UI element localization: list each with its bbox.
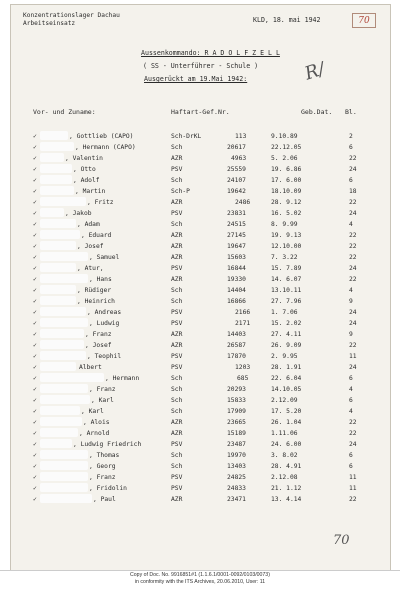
check-mark-icon: ✓ [33,474,37,481]
archive-stamp-number: 70 [352,13,376,28]
list-item: ✓ , Alois AZR 23665 26. 1.04 22 [33,419,357,426]
title-line-3: Ausgerückt am 19.Mai 1942: [144,75,248,83]
check-mark-icon: ✓ [33,397,37,404]
redaction [40,186,74,195]
check-mark-icon: ✓ [33,254,37,261]
document-date: KLD, 18. mai 1942 [253,16,321,24]
redaction [40,428,78,437]
redaction [40,241,76,250]
check-mark-icon: ✓ [33,221,37,228]
redaction [40,472,88,481]
list-item: ✓ , Georg Sch 13403 28. 4.91 6 [33,463,353,470]
list-item: ✓ , Valentin AZR 4963 5. 2.06 22 [33,155,357,162]
redaction [40,142,74,151]
redaction [40,175,72,184]
check-mark-icon: ✓ [33,133,37,140]
list-item: ✓ , Rüdiger Sch 14404 13.10.11 4 [33,287,353,294]
title-line-1: Aussenkommando: R A D O L F Z E L L [141,49,280,57]
list-item: ✓ , Paul AZR 23471 13. 4.14 22 [33,496,357,503]
check-mark-icon: ✓ [33,419,37,426]
list-item: ✓ , Jakob PSV 23831 16. 5.02 24 [33,210,357,217]
handwritten-number: 70 [333,533,350,548]
list-item: ✓ , Arnold AZR 15189 1.11.06 22 [33,430,357,437]
list-item: ✓ , Franz Sch 20293 14.10.05 4 [33,386,353,393]
list-item: ✓ , Josef AZR 19647 12.10.00 22 [33,243,357,250]
redaction [40,219,76,228]
check-mark-icon: ✓ [33,353,37,360]
check-mark-icon: ✓ [33,386,37,393]
list-item: ✓ , Andreas PSV 2166 1. 7.06 24 [33,309,357,316]
list-item: ✓ , Martin Sch-P 19642 18.10.09 18 [33,188,357,195]
archive-footer [0,572,400,586]
list-item: ✓ , Hermann (CAPO) Sch 20617 22.12.05 6 [33,144,353,151]
footer-line-1: Copy of Doc. No. 9916851#1 (1.1.6.1/0001-0092/0103/0073) [130,572,270,578]
org-line-2: Arbeitseinsatz [23,20,76,27]
col-header-type: Haftart-Gef.Nr. [171,108,230,116]
redaction [40,252,88,261]
document-page [10,4,391,571]
redaction [40,483,88,492]
redaction [40,384,88,393]
redaction [40,307,86,316]
check-mark-icon: ✓ [33,188,37,195]
check-mark-icon: ✓ [33,155,37,162]
redaction [40,274,88,283]
check-mark-icon: ✓ [33,441,37,448]
check-mark-icon: ✓ [33,210,37,217]
list-item: ✓ , Eduard AZR 27145 19. 9.13 22 [33,232,357,239]
list-item: ✓ , Fridolin PSV 24833 21. 1.12 11 [33,485,357,492]
redaction [40,263,76,272]
redaction [40,406,80,415]
list-item: ✓ , Fritz AZR 2486 28. 9.12 22 [33,199,357,206]
title-line-2: ( SS - Unterführer - Schule ) [143,62,259,70]
footer-line-2: in conformity with the ITS Archives, 20.06.2010, User: 11 [134,579,266,585]
check-mark-icon: ✓ [33,331,37,338]
check-mark-icon: ✓ [33,265,37,272]
check-mark-icon: ✓ [33,232,37,239]
check-mark-icon: ✓ [33,375,37,382]
list-item: ✓ , Adolf Sch 24107 17. 6.00 6 [33,177,353,184]
check-mark-icon: ✓ [33,287,37,294]
check-mark-icon: ✓ [33,320,37,327]
redaction [40,296,76,305]
list-item: ✓ , Samuel AZR 15603 7. 3.22 22 [33,254,357,261]
list-item: ✓ , Adam Sch 24515 8. 9.99 4 [33,221,353,228]
redaction [40,285,76,294]
check-mark-icon: ✓ [33,276,37,283]
redaction [40,395,90,404]
list-item: ✓ , Thomas Sch 19970 3. 8.02 6 [33,452,353,459]
check-mark-icon: ✓ [33,430,37,437]
redaction [40,362,76,371]
check-mark-icon: ✓ [33,199,37,206]
col-header-block: Bl. [345,108,357,116]
col-header-name: Vor- und Zuname: [33,108,96,116]
check-mark-icon: ✓ [33,342,37,349]
list-item: ✓ , Hermann Sch 685 22. 6.04 6 [33,375,353,382]
list-item: ✓ , Franz AZR 14403 27. 4.11 9 [33,331,353,338]
redaction [40,351,86,360]
redaction [40,450,88,459]
check-mark-icon: ✓ [33,144,37,151]
check-mark-icon: ✓ [33,298,37,305]
list-item: ✓ , Teophil PSV 17870 2. 9.95 11 [33,353,357,360]
handwritten-mark: R/ [302,58,328,85]
org-line-1: Konzentrationslager Dachau [23,12,120,19]
redaction [40,230,80,239]
col-header-dob: Geb.Dat. [301,108,333,116]
list-item: ✓ , Josef AZR 26587 26. 9.09 22 [33,342,357,349]
redaction [40,417,82,426]
list-item: ✓ , Karl Sch 15833 2.12.09 6 [33,397,353,404]
redaction [40,131,68,140]
check-mark-icon: ✓ [33,166,37,173]
check-mark-icon: ✓ [33,177,37,184]
check-mark-icon: ✓ [33,485,37,492]
redaction [40,373,104,382]
list-item: ✓ , Heinrich Sch 16866 27. 7.96 9 [33,298,353,305]
redaction [40,153,64,162]
redaction [40,197,86,206]
list-item: ✓ , Gottlieb (CAPO) Sch-DrKL 113 9.10.89 2 [33,133,353,140]
redaction [40,494,92,503]
check-mark-icon: ✓ [33,364,37,371]
check-mark-icon: ✓ [33,243,37,250]
list-item: ✓ , Karl Sch 17909 17. 5.20 4 [33,408,353,415]
redaction [40,461,88,470]
list-item: ✓ , Ludwig PSV 2171 15. 2.02 24 [33,320,357,327]
check-mark-icon: ✓ [33,463,37,470]
footer-divider [0,570,400,571]
check-mark-icon: ✓ [33,452,37,459]
check-mark-icon: ✓ [33,408,37,415]
redaction [40,208,64,217]
list-item: ✓ , Ludwig Friedrich PSV 23487 24. 6.00 24 [33,441,357,448]
redaction [40,340,84,349]
list-item: ✓ , Otto PSV 25559 19. 6.86 24 [33,166,357,173]
list-item: ✓ , Hans AZR 19330 14. 6.07 22 [33,276,357,283]
redaction [40,318,88,327]
check-mark-icon: ✓ [33,496,37,503]
check-mark-icon: ✓ [33,309,37,316]
redaction [40,439,72,448]
list-item: ✓ , Atur, PSV 16844 15. 7.89 24 [33,265,357,272]
list-item: ✓ , Franz PSV 24825 2.12.08 11 [33,474,357,481]
redaction [40,329,84,338]
list-item: ✓ Albert PSV 1203 28. 1.91 24 [33,364,357,371]
redaction [40,164,72,173]
